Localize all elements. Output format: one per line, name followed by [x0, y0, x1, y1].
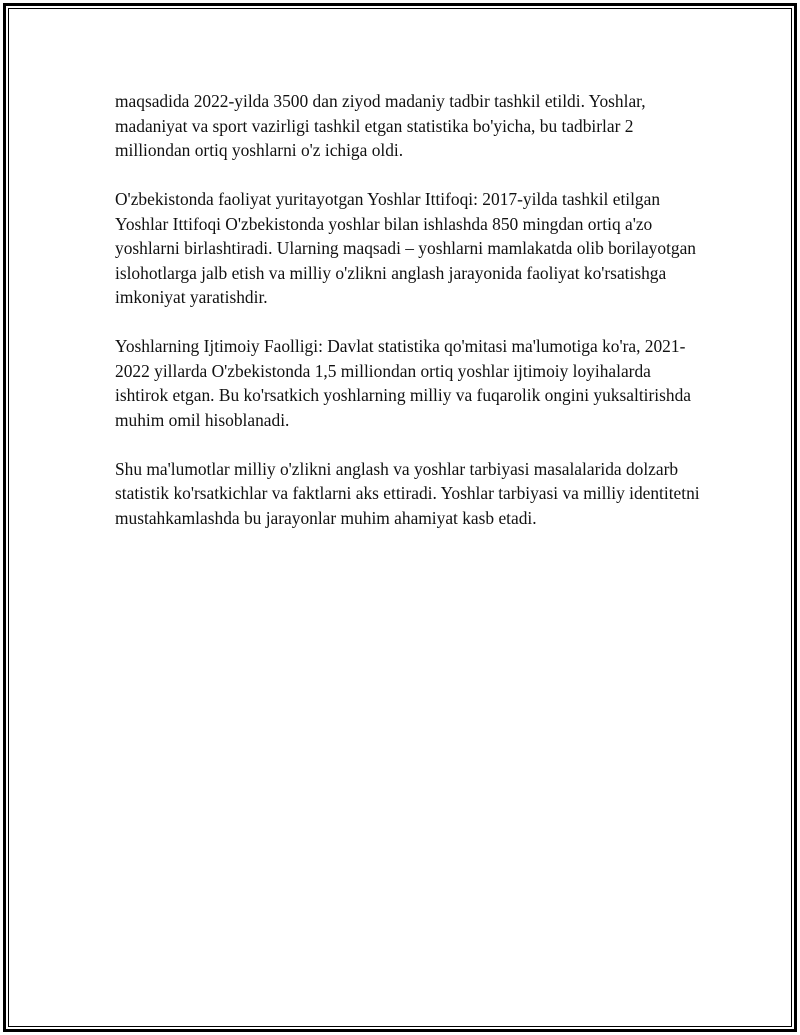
paragraph-social-activity: Yoshlarning Ijtimoiy Faolligi: Davlat statistika qo'mitasi ma'lumotiga ko'ra, 2021-2022 yillarda O'zbekistonda 1,5 milliondan ortiq yoshlar ijtimoiy loyihalarda ishtirok etgan. Bu ko'rsatkich yoshlarning milliy va fuqarolik ongini yuksaltirishda muhim omil hisoblanadi. [115, 336, 691, 430]
document-body [115, 89, 705, 555]
paragraph-conclusion: Shu ma'lumotlar milliy o'zlikni anglash va yoshlar tarbiyasi masalalarida dolzarb statistik ko'rsatkichlar va faktlarni aks ettiradi. Yoshlar tarbiyasi va milliy identitetni mustahkamlashda bu jarayonlar muhim ahamiyat kasb etadi. [115, 458, 700, 528]
paragraph-youth-union: O'zbekistonda faoliyat yuritayotgan Yoshlar Ittifoqi: 2017-yilda tashkil etilgan Yoshlar Ittifoqi O'zbekistonda yoshlar bilan ishlashda 850 mingdan ortiq a'zo yoshlarni birlashtiradi. Ularning maqsadi – yoshlarni mamlakatda olib borilayotgan islohotlarga jalb etish va milliy o'zlikni anglash jarayonida faoliyat ko'rsatishga imkoniyat yaratishdir. [115, 189, 697, 307]
paragraph-cultural-events: maqsadida 2022-yilda 3500 dan ziyod madaniy tadbir tashkil etildi. Yoshlar, madaniyat va sport vazirligi tashkil etgan statistika bo'yicha, bu tadbirlar 2 milliondan ortiq yoshlarni o'z ichiga oldi. [115, 91, 646, 160]
